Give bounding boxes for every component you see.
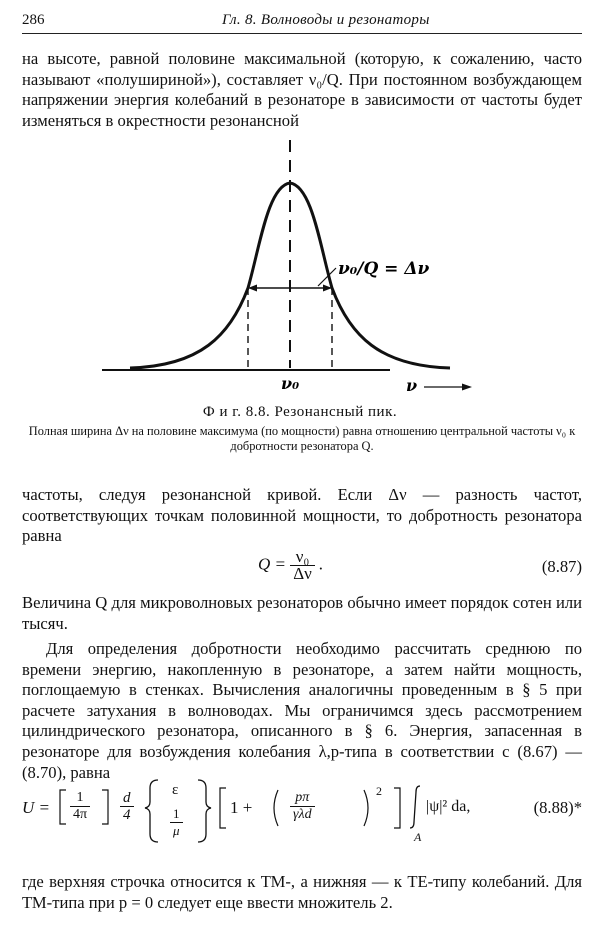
eq2-f2-denominator: 4 <box>123 807 131 823</box>
figure-caption-title: Ф и г. 8.8. Резонансный пик. <box>202 404 398 420</box>
eq1-lhs: Q = <box>258 554 286 574</box>
running-head: Гл. 8. Волноводы и резонаторы <box>222 12 430 28</box>
axis-arrow-head <box>462 384 472 391</box>
eq2-f1-denominator: 4π <box>73 807 88 822</box>
eq2-bot-denominator: μ <box>173 823 180 838</box>
resonance-curve-plot <box>90 136 510 404</box>
eq2-fraction-1 <box>70 790 90 823</box>
eq2-fraction-2 <box>120 790 134 823</box>
equation-8-87-formula <box>258 549 323 582</box>
eq2-integrand: |ψ|² da, <box>426 798 471 815</box>
paragraph-1: на высоте, равной половине максимальной (которую, к сожалению, часто называют «полушириной»), составляет ν₀/Q. При постоянном возбуждающем напряжении энергия колебаний в резонаторе в зависимости от частоты будет изменяться в окрестности резонансной <box>22 49 582 130</box>
eq1-fraction <box>290 549 315 582</box>
eq2-integral-subscript: A <box>414 830 422 844</box>
axis-label: ν <box>406 376 418 395</box>
page-number: 286 <box>22 12 45 28</box>
eq2-bottom-row <box>170 806 183 839</box>
equation-number: (8.87) <box>541 557 582 576</box>
eq1-denominator: Δν <box>293 564 312 583</box>
equation-number: (8.88)* <box>533 798 582 817</box>
width-label: ν₀/Q = Δν <box>338 259 430 279</box>
eq2-f2-numerator: d <box>120 790 134 807</box>
equation-8-87 <box>22 545 582 585</box>
eq1-numerator: ν₀ <box>290 549 315 566</box>
eq2-top-row: ε <box>172 782 179 798</box>
eq2-f3-numerator: pπ <box>290 790 315 807</box>
paragraph-5: где верхняя строчка относится к ТМ-, а нижняя — к ТЕ-типу колебаний. Для ТМ-типа при p = 0 следует еще ввести множитель 2. <box>22 872 582 912</box>
equation-8-88 <box>22 778 582 848</box>
center-frequency-label: ν₀ <box>281 374 300 393</box>
eq2-one-plus: 1 + <box>230 798 253 817</box>
paragraph-3: Величина Q для микроволновых резонаторов обычно имеет порядок сотен или тысяч. <box>22 593 582 633</box>
eq2-bot-numerator: 1 <box>170 806 183 823</box>
eq1-trail: . <box>319 554 324 574</box>
eq2-lhs: U = <box>22 798 50 817</box>
eq2-fraction-3 <box>290 790 315 823</box>
page-header <box>22 6 582 30</box>
resonance-figure <box>90 136 510 404</box>
eq2-f3-denominator: γλd <box>293 807 312 822</box>
paragraph-4: Для определения добротности необходимо рассчитать среднюю по времени энергию, накопленную в резонаторе, а затем найти мощность, поглощаемую в стенках. Вычисления аналогичны проведенным в § 5 при расчете затухания в волноводах. Мы ограничимся здесь рассмотрением цилиндрического резонатора, описанного в § 6. Энергия, запасенная в резонаторе для возбуждения колебания λ,p-типа в соответствии с (8.67) — (8.70), равна <box>22 639 582 782</box>
eq2-f1-numerator: 1 <box>70 790 90 807</box>
eq2-exponent: 2 <box>376 784 382 798</box>
figure-caption-body: Полная ширина Δν на половине максимума (по мощности) равна отношению центральной частоты ν₀ к добротности резонатора Q. <box>28 424 576 453</box>
header-rule <box>22 33 582 34</box>
paragraph-2: частоты, следуя резонансной кривой. Если Δν — разность частот, соответствующих точкам половинной мощности, то добротность резонатора равна <box>22 485 582 546</box>
